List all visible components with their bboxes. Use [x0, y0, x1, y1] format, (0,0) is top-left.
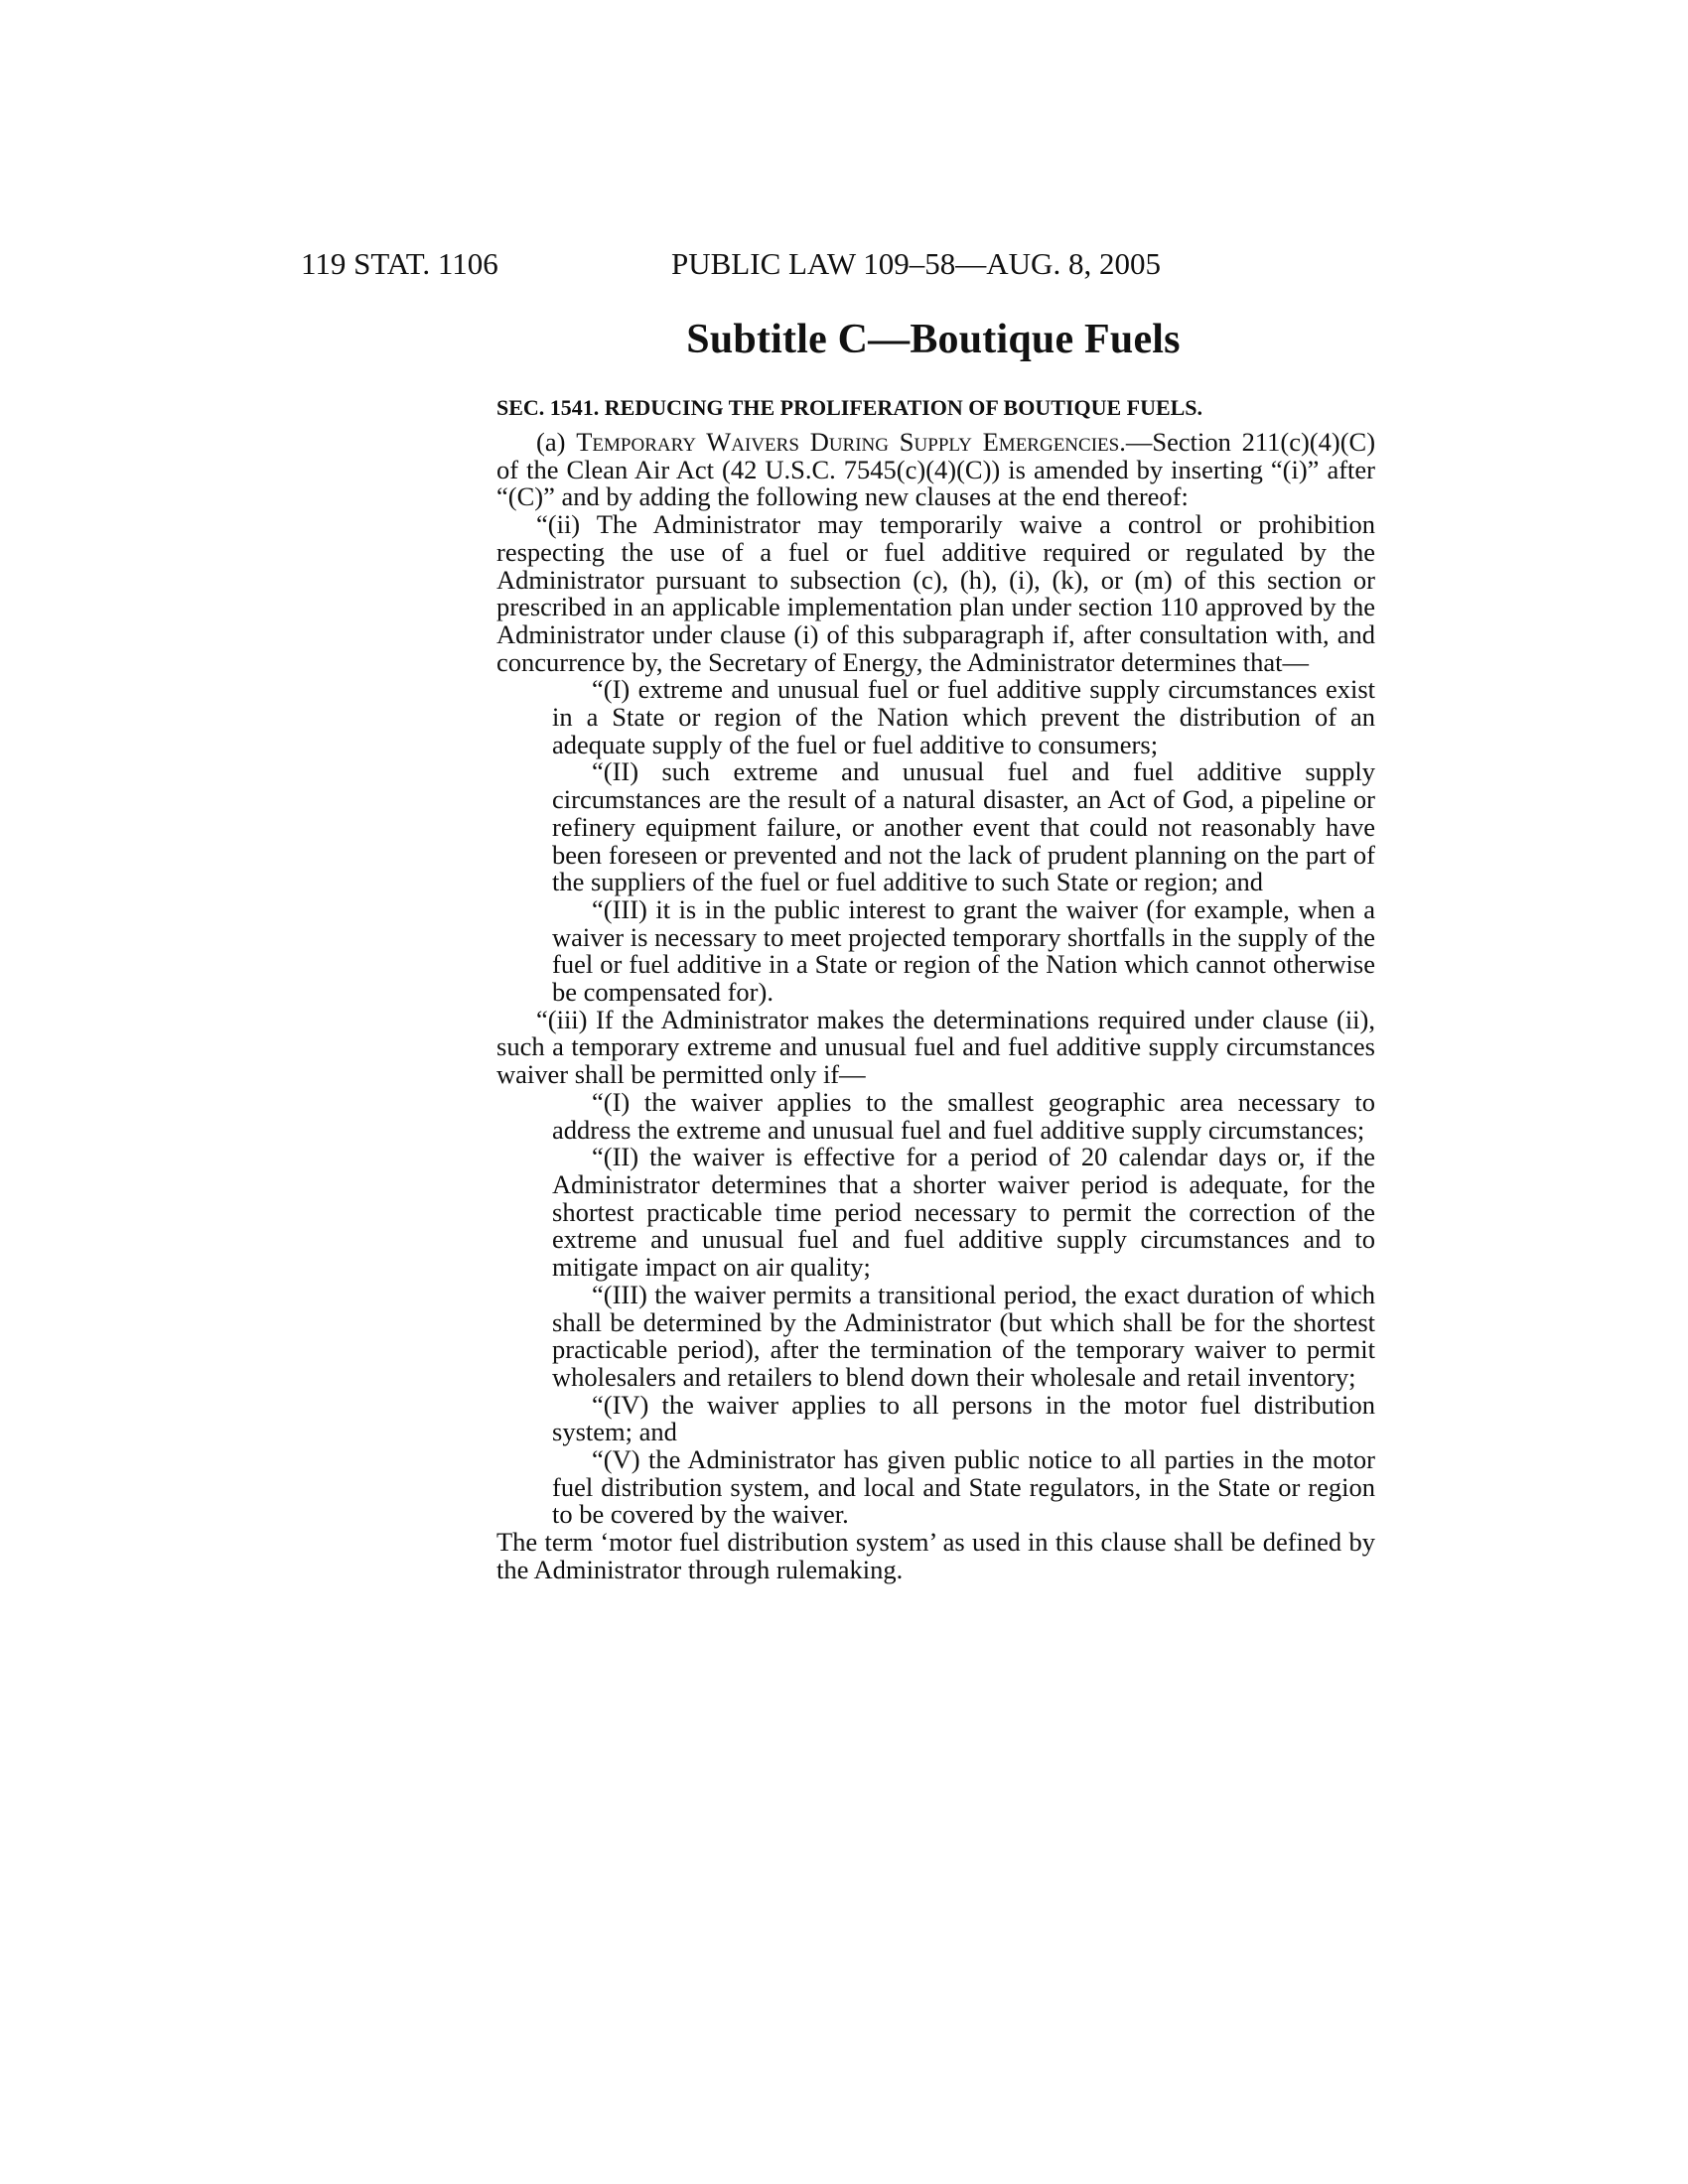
paragraph-a-heading: Temporary Waivers During Supply Emergencies.	[576, 427, 1126, 457]
section-body	[496, 429, 1375, 1584]
public-law-reference: PUBLIC LAW 109–58—AUG. 8, 2005	[671, 246, 1161, 281]
section-heading: SEC. 1541. REDUCING THE PROLIFERATION OF BOUTIQUE FUELS.	[496, 395, 1203, 420]
statute-page-reference: 119 STAT. 1106	[301, 246, 498, 281]
clause-ii-subclause-I: “(I) extreme and unusual fuel or fuel additive supply circumstances exist in a State or region of the Nation which prevent the distribution of an adequate supply of the fuel or fuel additive to consumers;	[552, 674, 1375, 759]
clause-iii-subclause-I: “(I) the waiver applies to the smallest geographic area necessary to address the extreme and unusual fuel and fuel additive supply circumstances;	[552, 1086, 1375, 1145]
clause-ii: “(ii) The Administrator may temporarily waive a control or prohibition respecting the use of a fuel or fuel additive required or regulated by the Administrator pursuant to subsection (c), (h), (i), (k), or (m) of this section or prescribed in an applicable implementation plan under section 110 approved by the Administrator under clause (i) of this subparagraph if, after consultation with, and concurrence by, the Secretary of Energy, the Administrator determines that—	[496, 509, 1375, 677]
paragraph-a-label: (a)	[536, 427, 566, 457]
clause-iii-subclause-IV: “(IV) the waiver applies to all persons in the motor fuel distribution system; and	[552, 1389, 1375, 1447]
clause-ii-subclause-III: “(III) it is in the public interest to grant the waiver (for example, when a waiver is necessary to meet projected temporary shortfalls in the supply of the fuel or fuel additive in a State or region of the Nation which cannot otherwise be compensated for).	[552, 893, 1375, 1008]
page-header	[0, 246, 1688, 286]
clause-iii-subclause-II: “(II) the waiver is effective for a period of 20 calendar days or, if the Administrator determines that a shorter waiver period is adequate, for the shortest practicable time period necessary to permit the correction of the extreme and unusual fuel and fuel additive supply circumstances and to mitigate impact on air quality;	[552, 1142, 1375, 1283]
clause-iii: “(iii) If the Administrator makes the determinations required under clause (ii), such a temporary extreme and unusual fuel and fuel additive supply circumstances waiver shall be permitted only if—	[496, 1004, 1375, 1090]
subtitle-heading: Subtitle C—Boutique Fuels	[686, 317, 1181, 362]
clause-iii-subclause-III: “(III) the waiver permits a transitional period, the exact duration of which shall be determined by the Administrator (but which shall be for the shortest practicable period), after the termination of the temporary waiver to permit wholesalers and retailers to blend down their wholesale and retail inventory;	[552, 1279, 1375, 1392]
paragraph-a-text: —Section 211(c)(4)(C) of the Clean Air Act (42 U.S.C. 7545(c)(4)(C)) is amended by inserting “(i)” after “(C)” and by adding the following new clauses at the end thereof:	[496, 427, 1376, 512]
clause-iii-subclause-V: “(V) the Administrator has given public notice to all parties in the motor fuel distribution system, and local and State regulators, in the State or region to be covered by the waiver.	[552, 1444, 1375, 1530]
clause-ii-subclause-II: “(II) such extreme and unusual fuel and fuel additive supply circumstances are the result of a natural disaster, an Act of God, a pipeline or refinery equipment failure, or another event that could not reasonably have been foreseen or prevented and not the lack of prudent planning on the part of the suppliers of the fuel or fuel additive to such State or region; and	[552, 756, 1375, 897]
definition-sentence: The term ‘motor fuel distribution system’ as used in this clause shall be defined by the Administrator through rulemaking.	[496, 1527, 1375, 1584]
paragraph-a	[496, 429, 1375, 511]
